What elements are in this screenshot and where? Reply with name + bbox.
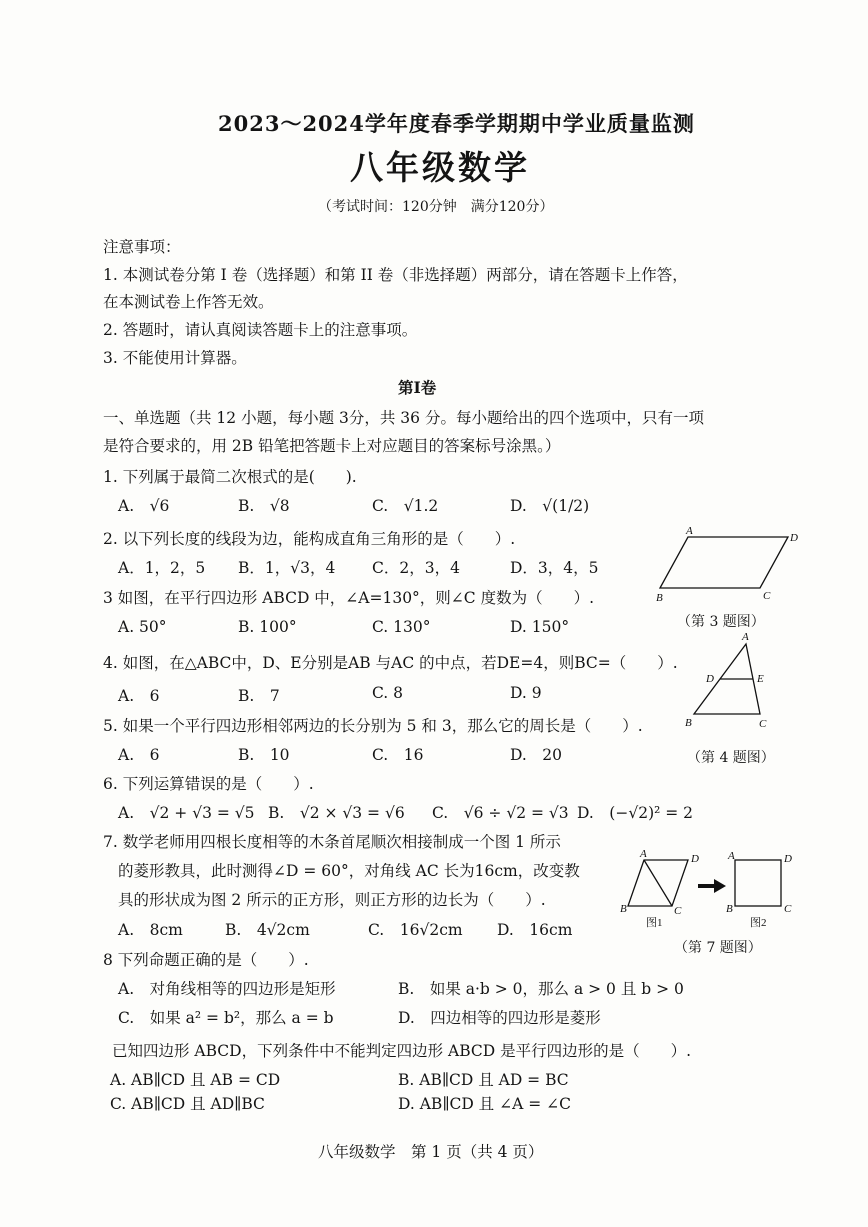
q4-option-a: A. 6 xyxy=(118,687,160,705)
q2-option-a: A．1，2，5 xyxy=(118,559,206,577)
notice-item-1b: 在本测试卷上作答无效。 xyxy=(103,293,274,311)
fig7-label-c2: C xyxy=(784,903,792,915)
q4-stem: 4. 如图，在△ABC中，D、E分别是AB 与AC 的中点，若DE=4，则BC=（ ）. xyxy=(103,654,678,672)
q6-option-a: A. √2 + √3 = √5 xyxy=(118,804,255,822)
fig4-label-e: E xyxy=(757,673,764,685)
q1-option-d: D. √(1/2) xyxy=(510,497,590,515)
fig4-label-b: B xyxy=(685,717,692,729)
fig7-label-a2: A xyxy=(728,850,735,862)
rhombus-diagonal-ac xyxy=(644,860,672,906)
q4-option-c: C. 8 xyxy=(372,684,404,702)
q3-option-a: A. 50° xyxy=(118,618,167,636)
parallelogram-shape xyxy=(660,537,788,588)
q1-option-b: B. √8 xyxy=(238,497,290,515)
q5-option-c: C. 16 xyxy=(372,746,424,764)
q7-stem-line3: 具的形状成为图 2 所示的正方形，则正方形的边长为（ ）. xyxy=(118,891,546,909)
exam-title: 2023～2024学年度春季学期期中学业质量监测 xyxy=(218,111,695,136)
section-heading-1: 一、单选题（共 12 小题，每小题 3分，共 36 分。每小题给出的四个选项中，只有一项 xyxy=(103,409,704,427)
volume-title: 第Ⅰ卷 xyxy=(398,378,437,397)
arrow-icon xyxy=(698,879,726,893)
q2-option-c: C．2，3，4 xyxy=(372,559,460,577)
q3-option-c: C. 130° xyxy=(372,618,431,636)
q5-option-a: A. 6 xyxy=(118,746,160,764)
fig3-caption: （第 3 题图） xyxy=(677,614,765,630)
q8-option-d: D. 四边相等的四边形是菱形 xyxy=(398,1009,601,1027)
q8-option-b: B. 如果 a·b > 0，那么 a > 0 且 b > 0 xyxy=(398,980,684,998)
q4-option-b: B. 7 xyxy=(238,687,280,705)
fig7-label-c1: C xyxy=(674,905,682,917)
q3-option-b: B. 100° xyxy=(238,618,297,636)
q2-stem: 2. 以下列长度的线段为边，能构成直角三角形的是（ ）. xyxy=(103,530,516,548)
q6-stem: 6. 下列运算错误的是（ ）. xyxy=(103,775,314,793)
q2-option-b: B．1，√3，4 xyxy=(238,559,336,577)
fig7-label-a1: A xyxy=(640,848,647,860)
q1-option-a: A. √6 xyxy=(118,497,170,515)
q8-stem: 8 下列命题正确的是（ ）. xyxy=(103,951,309,969)
fig4-label-d: D xyxy=(706,673,714,685)
fig7-label-b1: B xyxy=(620,903,627,915)
q1-option-c: C. √1.2 xyxy=(372,497,439,515)
fig7-label-figure2: 图2 xyxy=(750,917,767,929)
q9-stem: 已知四边形 ABCD，下列条件中不能判定四边形 ABCD 是平行四边形的是（ ）. xyxy=(112,1042,692,1060)
q8-option-a: A. 对角线相等的四边形是矩形 xyxy=(118,980,336,998)
fig4-caption: （第 4 题图） xyxy=(687,750,775,766)
figure-3-parallelogram xyxy=(650,525,800,615)
notice-item-3: 3. 不能使用计算器。 xyxy=(103,349,247,367)
notice-item-2: 2. 答题时，请认真阅读答题卡上的注意事项。 xyxy=(103,321,418,339)
notice-item-1a: 1. 本测试卷分第 I 卷（选择题）和第 II 卷（非选择题）两部分，请在答题卡上作答， xyxy=(103,266,688,284)
q8-option-c: C. 如果 a² = b²，那么 a = b xyxy=(118,1009,334,1027)
q7-option-c: C. 16√2cm xyxy=(368,921,463,939)
q9-option-d: D. AB∥CD 且 ∠A = ∠C xyxy=(398,1095,571,1113)
fig7-label-d2: D xyxy=(784,853,792,865)
section-heading-2: 是符合要求的，用 2B 铅笔把答题卡上对应题目的答案标号涂黑。） xyxy=(103,437,561,455)
fig3-label-d: D xyxy=(790,532,798,544)
q4-option-d: D. 9 xyxy=(510,684,542,702)
q7-stem-line1: 7. 数学老师用四根长度相等的木条首尾顺次相接制成一个图 1 所示 xyxy=(103,833,561,851)
fig3-label-b: B xyxy=(656,592,663,604)
q5-option-b: B. 10 xyxy=(238,746,290,764)
fig7-label-figure1: 图1 xyxy=(646,917,663,929)
q9-option-a: A. AB∥CD 且 AB = CD xyxy=(110,1071,281,1089)
subject-title: 八年级数学 xyxy=(350,148,530,187)
fig4-label-a: A xyxy=(742,631,749,643)
square-shape xyxy=(735,860,781,906)
exam-info: （考试时间：120分钟 满分120分） xyxy=(318,199,554,215)
figure-7-rhombus-square xyxy=(614,848,804,934)
q7-option-a: A. 8cm xyxy=(118,921,183,939)
q7-option-d: D. 16cm xyxy=(497,921,573,939)
q9-option-b: B. AB∥CD 且 AD = BC xyxy=(398,1071,569,1089)
q9-option-c: C. AB∥CD 且 AD∥BC xyxy=(110,1095,265,1113)
q3-stem: 3 如图，在平行四边形 ABCD 中，∠A=130°，则∠C 度数为（ ）. xyxy=(103,589,595,607)
q6-option-d: D. (−√2)² = 2 xyxy=(577,804,694,822)
q6-option-c: C. √6 ÷ √2 = √3 xyxy=(432,804,569,822)
fig7-label-d1: D xyxy=(691,853,699,865)
fig3-label-c: C xyxy=(763,590,771,602)
figure-4-triangle xyxy=(680,630,790,740)
q5-option-d: D. 20 xyxy=(510,746,563,764)
q7-option-b: B. 4√2cm xyxy=(225,921,310,939)
fig3-label-a: A xyxy=(686,525,693,537)
q6-option-b: B. √2 × √3 = √6 xyxy=(268,804,405,822)
fig7-label-b2: B xyxy=(726,903,733,915)
q1-stem: 1. 下列属于最简二次根式的是( ). xyxy=(103,468,357,486)
notice-heading: 注意事项： xyxy=(103,238,181,256)
fig4-label-c: C xyxy=(759,718,767,730)
fig7-caption: （第 7 题图） xyxy=(674,940,762,956)
q5-stem: 5. 如果一个平行四边形相邻两边的长分别为 5 和 3，那么它的周长是（ ）. xyxy=(103,717,643,735)
q7-stem-line2: 的菱形教具，此时测得∠D = 60°，对角线 AC 长为16cm，改变教 xyxy=(118,862,580,880)
q2-option-d: D．3，4，5 xyxy=(510,559,599,577)
q3-option-d: D. 150° xyxy=(510,618,570,636)
page-footer: 八年级数学 第 1 页（共 4 页） xyxy=(318,1143,544,1161)
